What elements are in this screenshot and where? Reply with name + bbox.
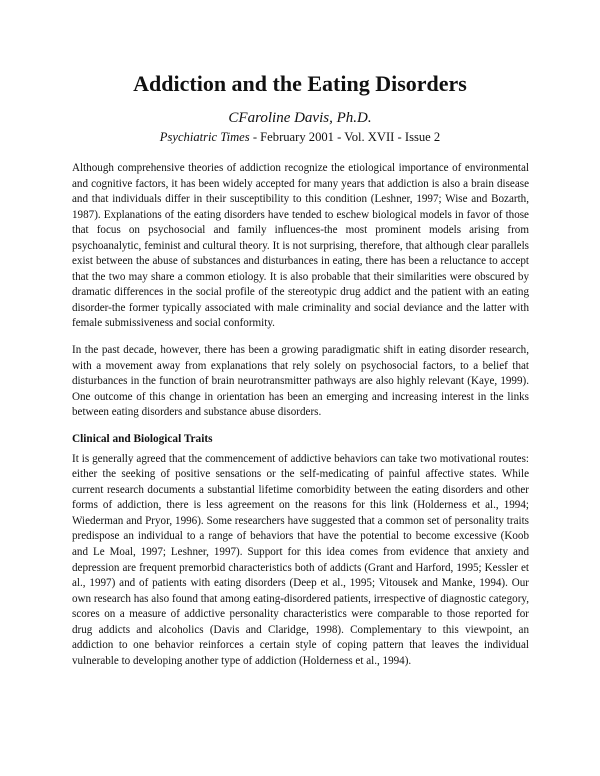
section-heading: Clinical and Biological Traits	[72, 432, 213, 445]
issue-details: - February 2001 - Vol. XVII - Issue 2	[249, 130, 441, 144]
paragraph-2: In the past decade, however, there has been a growing paradigmatic shift in eating disorder research, with a movement away from explanations that rely solely on psychosocial factors, to a belief that disturbances in the function of brain neurotransmitter pathways are also highly relevant (Kaye, 1999). One outcome of this change in orientation has been an emerging and increasing interest in the links between eating disorders and substance abuse disorders.	[72, 344, 529, 419]
article-body	[72, 161, 529, 680]
section-paragraph: It is generally agreed that the commencement of addictive behaviors can take two motivational routes: either the seeking of positive sensations or the self-medicating of painful affective states. While current research documents a substantial lifetime comorbidity between the eating disorders and other forms of addiction, there is less agreement on the reasons for this link (Holderness et al., 1994; Wiederman and Pryor, 1996). Some researchers have suggested that a common set of personality traits predispose an individual to a range of behaviors that have the potential to become excessive (Koob and Le Moal, 1997; Leshner, 1997). Support for this idea comes from evidence that anxiety and depression are frequent premorbid characteristics both of addicts (Grant and Harford, 1995; Kessler et al., 1997) and of patients with eating disorders (Deep et al., 1995; Vitousek and Manke, 1994). Our own research has also found that among eating-disordered patients, irrespective of diagnostic category, scores on a measure of addictive personality characteristics were comparable to those reported for drug addicts and alcoholics (Davis and Claridge, 1998). Complementary to this viewpoint, an addiction to one behavior reinforces a certain style of coping pattern that leaves the individual vulnerable to developing another type of addiction (Holderness et al., 1994).	[72, 452, 529, 667]
paragraph-1: Although comprehensive theories of addiction recognize the etiological importance of environmental and cognitive factors, it has been widely accepted for many years that addiction is also a brain disease and that individuals differ in their susceptibility to this condition (Leshner, 1997; Wise and Bozarth, 1987). Explanations of the eating disorders have tended to eschew biological models in favor of those that focus on psychosocial and family influences-the most prominent models arising from psychoanalytic, feminist and cultural theory. It is not surprising, therefore, that although clear parallels exist between the abuse of substances and disturbances in eating, there has been a reluctance to accept that the two may share a common etiology. It is also probable that their similarities were obscured by dramatic differences in the social profile of the stereotypic drug addict and the patient with an eating disorder-the former typically associated with male criminality and social deviance and the latter with female submissiveness and social conformity.	[72, 162, 529, 330]
journal-name: Psychiatric Times	[159, 130, 250, 144]
page-title: Addiction and the Eating Disorders	[133, 71, 467, 96]
author-line: CFaroline Davis, Ph.D.	[228, 110, 372, 126]
citation-line	[0, 130, 600, 145]
